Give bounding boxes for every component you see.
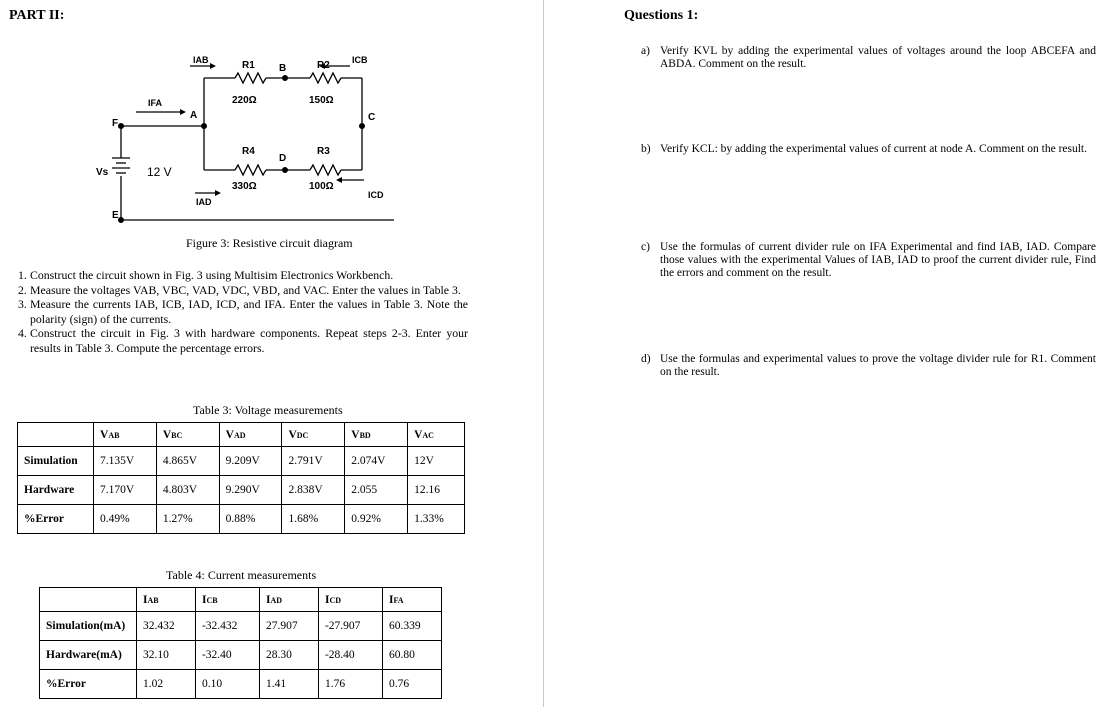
node-b-dot xyxy=(282,75,288,81)
questions-title: Questions 1: xyxy=(624,8,699,23)
label-r4-value: 330Ω xyxy=(232,181,257,192)
table-header-row xyxy=(40,588,442,612)
table-row: Hardware 7.170V 4.803V 9.290V 2.838V 2.055 12.16 xyxy=(18,476,465,505)
table-row: Simulation 7.135V 4.865V 9.209V 2.791V 2.074V 12V xyxy=(18,447,465,476)
col-header: VAB xyxy=(94,423,157,447)
node-c-dot xyxy=(359,123,365,129)
col-header: VDC xyxy=(282,423,345,447)
label-vs-value: 12 V xyxy=(147,165,172,179)
part-title: PART II: xyxy=(9,8,65,23)
label-i-cb: ICB xyxy=(352,55,368,65)
figure-caption: Figure 3: Resistive circuit diagram xyxy=(186,236,353,250)
list-item: 1. Construct the circuit shown in Fig. 3 using Multisim Electronics Workbench. xyxy=(18,268,394,282)
label-node-c: C xyxy=(368,112,376,123)
col-header: VAD xyxy=(219,423,282,447)
node-d-dot xyxy=(282,167,288,173)
col-header: VAC xyxy=(408,423,465,447)
node-f-dot xyxy=(118,123,124,129)
list-item: 3. Measure the currents IAB, ICB, IAD, ICD, and IFA. Enter the values in Table 3. Note the polarity (sign) of the currents. xyxy=(18,297,468,326)
circuit-diagram xyxy=(80,48,410,233)
label-r2-value: 150Ω xyxy=(309,95,334,106)
label-r2: R2 xyxy=(317,60,330,71)
label-node-f: F xyxy=(112,118,119,129)
label-i-ab: IAB xyxy=(193,55,209,65)
table-row: %Error 1.02 0.10 1.41 1.76 0.76 xyxy=(40,670,442,699)
table4-caption: Table 4: Current measurements xyxy=(166,568,317,582)
label-node-b: B xyxy=(279,63,287,74)
procedure-steps xyxy=(18,268,468,355)
label-r1: R1 xyxy=(242,60,255,71)
resistor-r2 xyxy=(310,73,341,83)
label-vs: Vs xyxy=(96,167,109,178)
table-row: Simulation(mA) 32.432 -32.432 27.907 -27.907 60.339 xyxy=(40,612,442,641)
label-r1-value: 220Ω xyxy=(232,95,257,106)
column-divider xyxy=(543,0,544,707)
resistor-r1 xyxy=(235,73,266,83)
label-r4: R4 xyxy=(242,146,255,157)
table3-caption: Table 3: Voltage measurements xyxy=(193,403,343,417)
question-d: d) Use the formulas and experimental values to prove the voltage divider rule for R1. Comment on the result. xyxy=(641,353,1096,378)
label-node-d: D xyxy=(279,153,287,164)
question-a: a) Verify KVL by adding the experimental values of voltages around the loop ABCEFA and ABDA. Comment on the result. xyxy=(641,45,1096,70)
table-row: %Error 0.49% 1.27% 0.88% 1.68% 0.92% 1.33% xyxy=(18,505,465,534)
node-e-dot xyxy=(118,217,124,223)
col-header: IAB xyxy=(137,588,196,612)
question-c: c) Use the formulas of current divider rule on IFA Experimental and find IAB, IAD. Compare those values with the experimental Values of IAB, IAD to proof the current divider rule, Find the errors and comment on the result. xyxy=(641,241,1096,279)
node-a-dot xyxy=(201,123,207,129)
label-i-fa: IFA xyxy=(148,98,163,108)
resistor-r3 xyxy=(310,165,341,175)
col-header: VBD xyxy=(345,423,408,447)
col-header: ICB xyxy=(195,588,259,612)
col-header: IFA xyxy=(383,588,442,612)
label-node-e: E xyxy=(112,210,119,221)
voltage-table xyxy=(17,422,465,534)
question-b: b) Verify KCL: by adding the experimental values of current at node A. Comment on the result. xyxy=(641,143,1087,155)
label-i-cd: ICD xyxy=(368,190,384,200)
list-item: 4. Construct the circuit in Fig. 3 with hardware components. Repeat steps 2-3. Enter your results in Table 3. Compute the percentage errors. xyxy=(18,326,468,355)
resistor-r4 xyxy=(235,165,266,175)
label-r3: R3 xyxy=(317,146,330,157)
table-header-row xyxy=(18,423,465,447)
list-item: 2. Measure the voltages VAB, VBC, VAD, VDC, VBD, and VAC. Enter the values in Table 3. xyxy=(18,282,461,297)
col-header: IAD xyxy=(260,588,319,612)
label-r3-value: 100Ω xyxy=(309,181,334,192)
current-table xyxy=(39,587,442,699)
label-node-a: A xyxy=(190,110,198,121)
col-header: VBC xyxy=(156,423,219,447)
col-header: ICD xyxy=(318,588,382,612)
label-i-ad: IAD xyxy=(196,197,212,207)
table-row: Hardware(mA) 32.10 -32.40 28.30 -28.40 60.80 xyxy=(40,641,442,670)
